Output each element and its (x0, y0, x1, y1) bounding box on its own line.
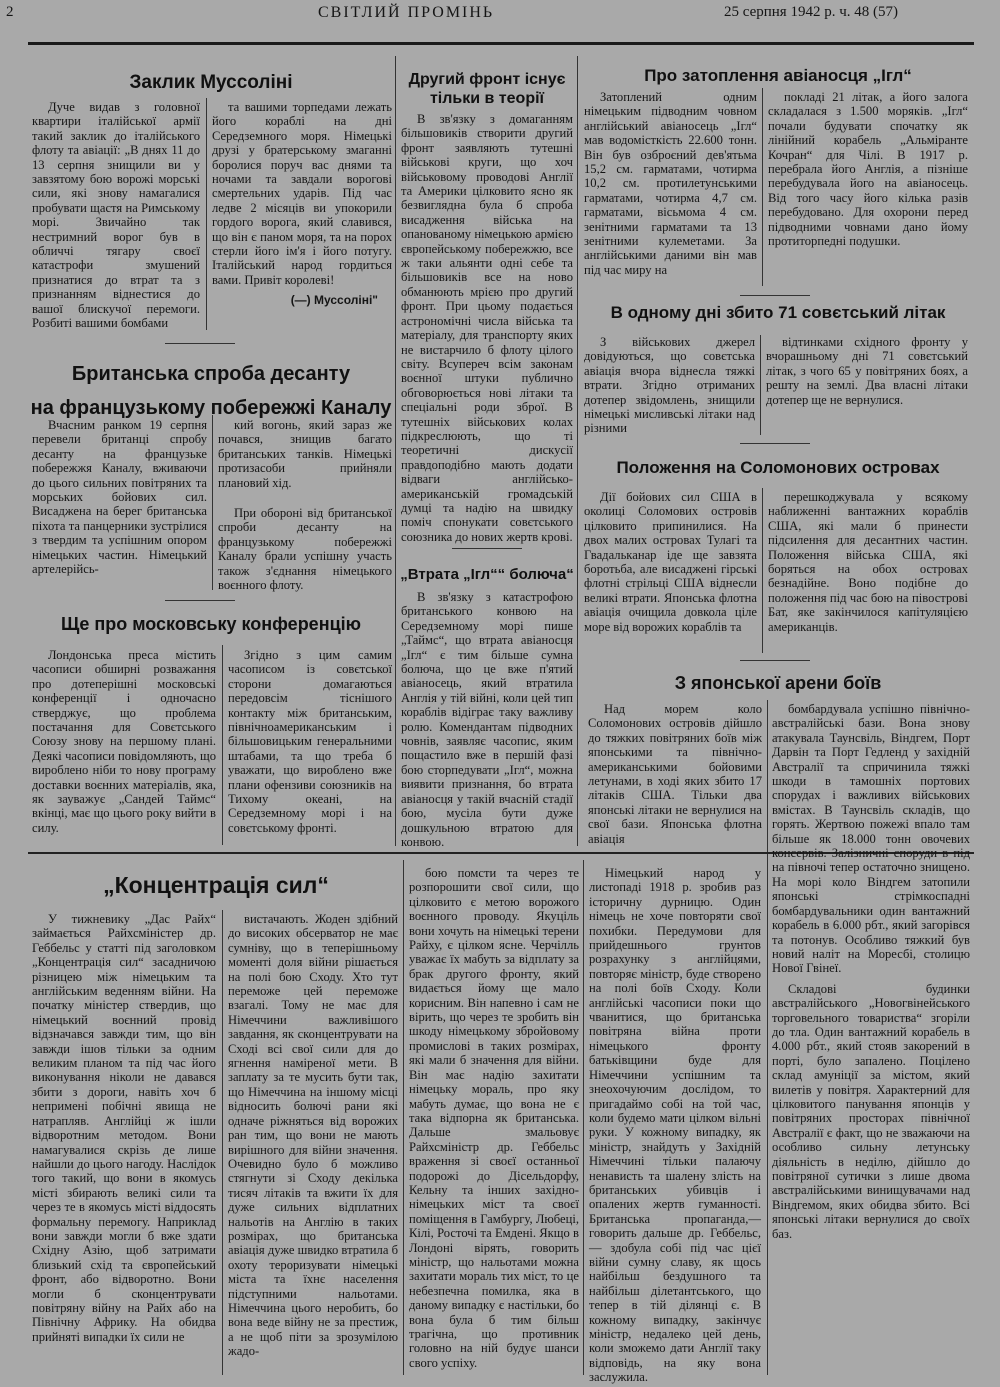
column-divider (767, 700, 768, 1375)
paragraph: При обороні від британської спроби десанту на французькому побережжі Каналу брали успішну участь також з'єднання німецького воєнного флоту. (218, 506, 392, 593)
article-body (588, 702, 762, 846)
headline: Ще про московську конференцію (60, 614, 362, 634)
headline: „Концентрація сил“ (103, 872, 329, 898)
paragraph: Складові будинки австралійського „Новогвінейського торговельного товариства“ згоріли до тла. Один вантажний корабель в 4.000 рбт., який стояв закорений в порті, було запалено. Поцілено склад амуніції за містом, який вилетів у повітря. Характерний для цілковитого панування японців у повітряних просторах північної Австралії є факт, що не зважаючи на особливо сильну летунську діяльність в неділю, дійшло до повітряної сутички з лише двома австралійськими винищувачами над Віндгемом, яких обидва збито. Всі японські літаки вернулися до своїх баз. (772, 981, 970, 1241)
headline: Про затоплення авіаносця „Ігл“ (644, 66, 912, 85)
paragraph: бомбардувала успішно північно-австралійські бази. Вона знову атакувала Таунсвіль, Віндгем, Порт Дарвін та Порт Гедленд у західній Австралії та спричинила тяжкі шкоди в тамошніх портових спорудах і важливих військових вмістах. В Таунсвіль складів, що горять. Жертвою пожежі впало там більше як 18.000 тонн овочевих консервів. Залізничні споруди в під на півночі тепер остаточно знищено. На морі коло Віндгем затопили японські стрімкоспадні бомбардувальники один вантажний корабель в 6.000 рбт., який загорівся та потонув. Особливо тяжкий був новий наліт на Моресбі, столицю Нової Гвінеї. (772, 702, 970, 976)
article-eagle-sinking (582, 66, 974, 86)
paragraph: вистачають. Жоден здібний до високих обсерватор не має сумніву, що в теперішньому моменті доля війни рішається на полі бою Сходу. Хто тут переможе цей переможе взагалі. Тому не має для Німеччини важливішого завдання, як сконцентрувати на Сході всі свої сили для до ягнення наміреної мети. В заплату за те мусить бути так, що Німеччина на іншому місці відносить болючі рани які одначе ріжняться від ворожих ран тим, що вони не мають вирішного для війни значення. Очевидно було б можливо стягнути зі Сходу декілька тисяч літаків та вжити їх для дуже сильних відплатних нальотів на Англію в таких розмірах, що британська авіація дуже швидко втратила б охоту тероризувати німецькі міста та їхнє населення підступними нальотами. Німеччина цього неробить, бо вона веде війну не за престиж, а не щоб піти за зрозумілою жадо- (228, 912, 398, 1359)
headline: Британська спроба десанту (71, 363, 351, 385)
headline: Другий фронт існує тільки в теорії (408, 71, 566, 107)
paragraph: У тижневику „Дас Райх“ займається Райхсміністер др. Геббельс у статті під заголовком „Концентрація сил“ засадничою різницею між німецьким та англійським веденням війни. На початку міністер ствердив, що німецький воєнний провід відзначався завжди тим, що він завжди ішов тільки за одним великим планом та під час його виконування ніколи не давався збити з дороги, навіть хоч б непримені побічні явища не натрапляв. Англійці ж ішли відворотним методом. Вони намагувалися скрізь де лише найшли до цього нагоду. Наслідок того такий, що вони в якомусь місті збирають великі сили та через те в якомусь місті віддосять формальну перемогу. Наприклад вони завжди могли б вже здати Східну Азію, щоб затримати близький схід та європейський фронт, або відворотно. Вони могли б сконцентрувати повітряну війну на Райх або на Північну Африку. На обидва прийняті випадки їх сили не (32, 912, 216, 1344)
headline: на французькому побережжі Каналу (30, 397, 392, 419)
headline: Заклик Муссоліні (129, 72, 293, 93)
article-body (32, 648, 216, 835)
separator-rule (452, 548, 522, 549)
article-body (772, 702, 970, 1241)
article-71-planes (582, 303, 974, 323)
article-body (32, 100, 200, 331)
column-divider (403, 860, 404, 1375)
paragraph: В зв'язку з домаганням більшовиків створити другий фронт заявляють тутешні військові круги, що хоч військовому проводові Англії та Америки цілковито ясно як безвиглядна була б спроба висадження війська на опанованому німецькою армією європейському побережжю, все ж таки альянти одні себе та більшовиків все на ново обманюють мрією про другий фронт. При цьому подається астрономічні числа війська та матеріалу, для транспорту яких не вистарчило б флоту цілого світу. Всупереч всім законам воєнної штуки публично обговорюється нові літаки та спеціальні роди зброї. В тутешніх військових колах підкреслюють, що ті теоретичні дискусії правдоподібно мають додати відваги англійсько-американській громадській думці та надію на швидку поміч спонукати совєтського союзника до нових жертв крові. (401, 112, 573, 544)
signature: (—) Муссоліні" (290, 293, 378, 308)
paragraph: Вчасним ранком 19 серпня перевели британці спробу десанту на французьке побережжя Каналу, вживаючи до цього сильних повітряних та морських бойових сил. Висаджена на берег британська піхота та панцерники зустрілися з твердим та успішним опором німецьких частин. Німецький артелерійсь- (32, 418, 207, 577)
article-second-front (400, 70, 574, 108)
column-divider (206, 98, 207, 330)
article-body (766, 335, 968, 407)
column-divider (577, 56, 578, 846)
paragraph: покладі 21 літак, а його залога складалася з 1.500 моряків. „Ігл“ почали будувати спочатку як лінійний корабель „Альміранте Кочран“ для Чілі. В 1917 р. перебрала його Англія, а пізніше перебудувала його на авіаносець. Від того часу його кілька разів перебудовано. Для охорони перед підводними човнами дано йому протиторпедні подушки. (768, 90, 968, 249)
column-divider (583, 860, 584, 1375)
separator-rule (165, 600, 235, 601)
paragraph: відтинками східного фронту у вчорашньому дні 71 совєтський літак, з чого 65 у повітряних боях, а решту на землі. Два власні літаки дотепер ще не вернулися. (766, 335, 968, 407)
headline: В одному дні збито 71 совєтський літак (610, 303, 946, 322)
article-solomon-islands (582, 458, 974, 478)
column-divider (222, 910, 223, 1375)
article-body (409, 866, 579, 1370)
paragraph: перешкоджувала у всякому наближенні вантажних кораблів США, які мали б принести підсилення для десантних частин. Положення війська США, які боряться на обох островах безнадійне. Воно подібне до положення під час бою на півострові Бат, яке закінчилося капітуляцією американців. (768, 490, 968, 634)
article-body (768, 90, 968, 248)
column-divider (762, 488, 763, 653)
article-body (228, 912, 398, 1359)
article-japanese-arena (582, 673, 974, 694)
column-divider (395, 56, 396, 846)
column-divider (762, 88, 763, 286)
article-body (584, 490, 757, 634)
column-divider (760, 335, 761, 435)
paragraph: Дії бойових сил США в околиці Соломових островів цілковито припинилися. На двох малих островах Тулагі та Гвадальканар іде ще завзята боротьба, але висаджені гірські флотні стрільці США віднесли великі втрати. Японська флотна авіація очищила довкола ціле море від ворожих кораблів та (584, 490, 757, 634)
headline: „Втрата „Ігл““ болюча“ (400, 566, 574, 583)
page-number: 2 (6, 4, 14, 20)
column-divider (222, 645, 223, 845)
article-body (32, 912, 216, 1344)
separator-rule (740, 295, 810, 296)
paragraph: кий вогонь, який зараз же почався, знищив багато британських танків. Німецькі протизасоби прийняли плановий хід. (218, 418, 392, 490)
separator-rule (165, 343, 235, 344)
article-body (401, 112, 573, 544)
separator-rule (740, 660, 810, 661)
masthead-rule (28, 42, 974, 45)
paragraph: Німецький народ у листопаді 1918 р. зробив раз історичну дурницю. Один німець не хоче повторяти свої похибки. Передумови для прийдешнього грунтов розрахунку з англійцями, повторяє міністр, буде створено на полі боїв Сходу. Коли англійські часописи поки що чванитися, що британська повітряна війна проти німецького фронту батьківщини буде для Німеччини успішним та знеохочуючим дослідом, то пригадаймо собі на той час, коли будемо мати цілком вільні руки. У кожному випадку, як міністр, знайдуть у Західній Німеччині тільки палаючу ненависть та шалену злість на британських убивців і опалених жертв гуманності. Британська пропаганда,— говорить дальше др. Геббельс,— здобула собі під час цієї війни сумну славу, як щось найбільш бездушного та найбільш ділетантського, що тепер в тій ділянці є. В кожному випадку, закінчує міністр, недалеко цей день, коли зможемо дати Англії таку відповідь, на яку вона заслужила. (589, 866, 761, 1385)
newspaper-name: СВІТЛИЙ ПРОМІНЬ (318, 4, 495, 21)
article-body (584, 90, 757, 277)
article-body (589, 866, 761, 1385)
paragraph: Згідно з цим самим часописом із совєтської сторони домагаються передовсім тіснішого контакту між британським, північноамериканським і більшовицьким генеральними штабами, та що треба б уважати, що вироблено вже плани офензиви союзників на Тихому океані, на Середземному морі і на совєтському фронті. (228, 648, 392, 835)
paragraph: З військових джерел довідуються, що совєтська авіація вчора віднесла тяжкі втрати. Згідно отриманих дотепер звідомлень, знищили німецькі мисливські літаки над різними (584, 335, 755, 436)
headline: Положення на Соломонових островах (616, 458, 940, 477)
separator-rule (740, 443, 810, 444)
paragraph: та вашими торпедами лежать його кораблі на дні Середземного моря. Німецькі друзі у братерському змаганні боролися поруч вас днями та ночами та завдали ворогові смертельних ударів. Під час ледве 2 місяців ви упокорили гордого ворога, який славився, що він є паном моря, та на порох стерли його ім'я і його потугу. Італійський народ гордиться вами. Привіт королеві! (212, 100, 392, 287)
paragraph: Затоплений одним німецьким підводним човном англійський авіаносець „Ігл“ мав водомісткість 22.600 тонн. Він був озброєний дев'ятьма 15,2 см. гарматами, чотирма 10,2 см. протилетунськими гарматами, чотирма 4,7 см. гарматами, вісьмома 4 см. зенітними гарматами та 13 зенітними кулеметами. За англійськими даними він мав під час миру на (584, 90, 757, 277)
paragraph: Дуче видав з головної квартири італійської армії такий заклик до італійського флоту та авіації: „В днях 11 до 13 серпня знищили ви у завзятому бою ворожі морські сили, які знову намагалися пробувати щастя на Римському морі. Звичайно так нестримний ворог був в обличчі тягару своєї катастрофи змушений признатися до втрат та з признанням віднестися до вашої блискучої перемоги. Розбиті вашими бомбами (32, 100, 200, 331)
headline: З японської арени боїв (674, 673, 882, 693)
paragraph: Лондонська преса містить часописи обширні розважання про дотеперішні московські конференції і одночасно стверджує, що проблема постачання для Совєтського Союзу знову на першому плані. Деякі часописи повідомляють, що вироблено ніби то нову програму доставки воєнних матеріалів, яка, як зауважує „Сандей Таймс“ вкінці, має що цього року вийти в силу. (32, 648, 216, 835)
article-moscow-conference (30, 614, 392, 635)
paragraph: В зв'язку з катастрофою британського конвою на Середземному морі пише „Таймс“, що втрата авіаносця „Ігл“ є тим більше сумна болюча, що це вже п'ятий авіаносець, який втратила Англія у тій війні, коли цей тип кораблів відіграє таку важливу ролю. Комендантам підводних човнів, заявляє часопис, яким пощастило вже в першій фазі бою сторпедувати „Ігл“, можна виявити признання, бо втрата авіаносця у такій вчасній стадії бою, мусіла бути дуже дошкульною втратою для конвою. (401, 590, 573, 849)
article-british-landing (30, 357, 392, 425)
column-divider (212, 415, 213, 590)
article-body (584, 335, 755, 436)
article-body (212, 100, 392, 308)
article-eagle-loss (400, 566, 574, 583)
article-mussolini-appeal (30, 72, 392, 94)
paragraph: бою помсти та через те розпорошити свої сили, що цілковито є метою ворожого воєнного проводу. Якуціль вони хочуть на німецькі терени Райху, є цілком ясне. Черчілль уважає їх мабуть за відплату за брак другого фронту, який видається йому ще мало корисним. Він напевно і сам не вірить, що через те зробить він шкоду німецькому збройовому промислові в таких розмірах, які мали б значення для війни. Він має надію захитати німецьку мораль, про яку мабуть думає, що вона не є така відпорна як британська. Дальше змальовує Райхсміністр др. Геббельс враження зі своєї останньої подорожі до Дісельдорфу, Кельну та інших західно-німецьких міст та своєї поміщення в Гамбургу, Любеці, Кілі, Росточі та Емдені. Якщо в Лондоні вірять, говорить міністр, що нальотами можна захитати мораль тих міст, то це небезпечна помилка, яка в даному випадку є настільки, бо вона була б тим більш трагічна, що противник головно на ній будує шанси свого успіху. (409, 866, 579, 1370)
masthead (0, 0, 946, 26)
article-body (228, 648, 392, 835)
article-body (768, 490, 968, 634)
article-body (218, 418, 392, 592)
issue-date: 25 серпня 1942 р. ч. 48 (57) (724, 4, 898, 20)
paragraph: Над морем коло Соломонових островів дійшло до тяжких повітряних боїв між японськими та північно-американськими бойовими летунами, в ході яких збито 17 літаків США. Тільки два японські літаки не вернулися на свої бази. Японська флотна авіація (588, 702, 762, 846)
article-concentration (30, 872, 402, 899)
article-body (401, 590, 573, 849)
article-body (32, 418, 207, 576)
